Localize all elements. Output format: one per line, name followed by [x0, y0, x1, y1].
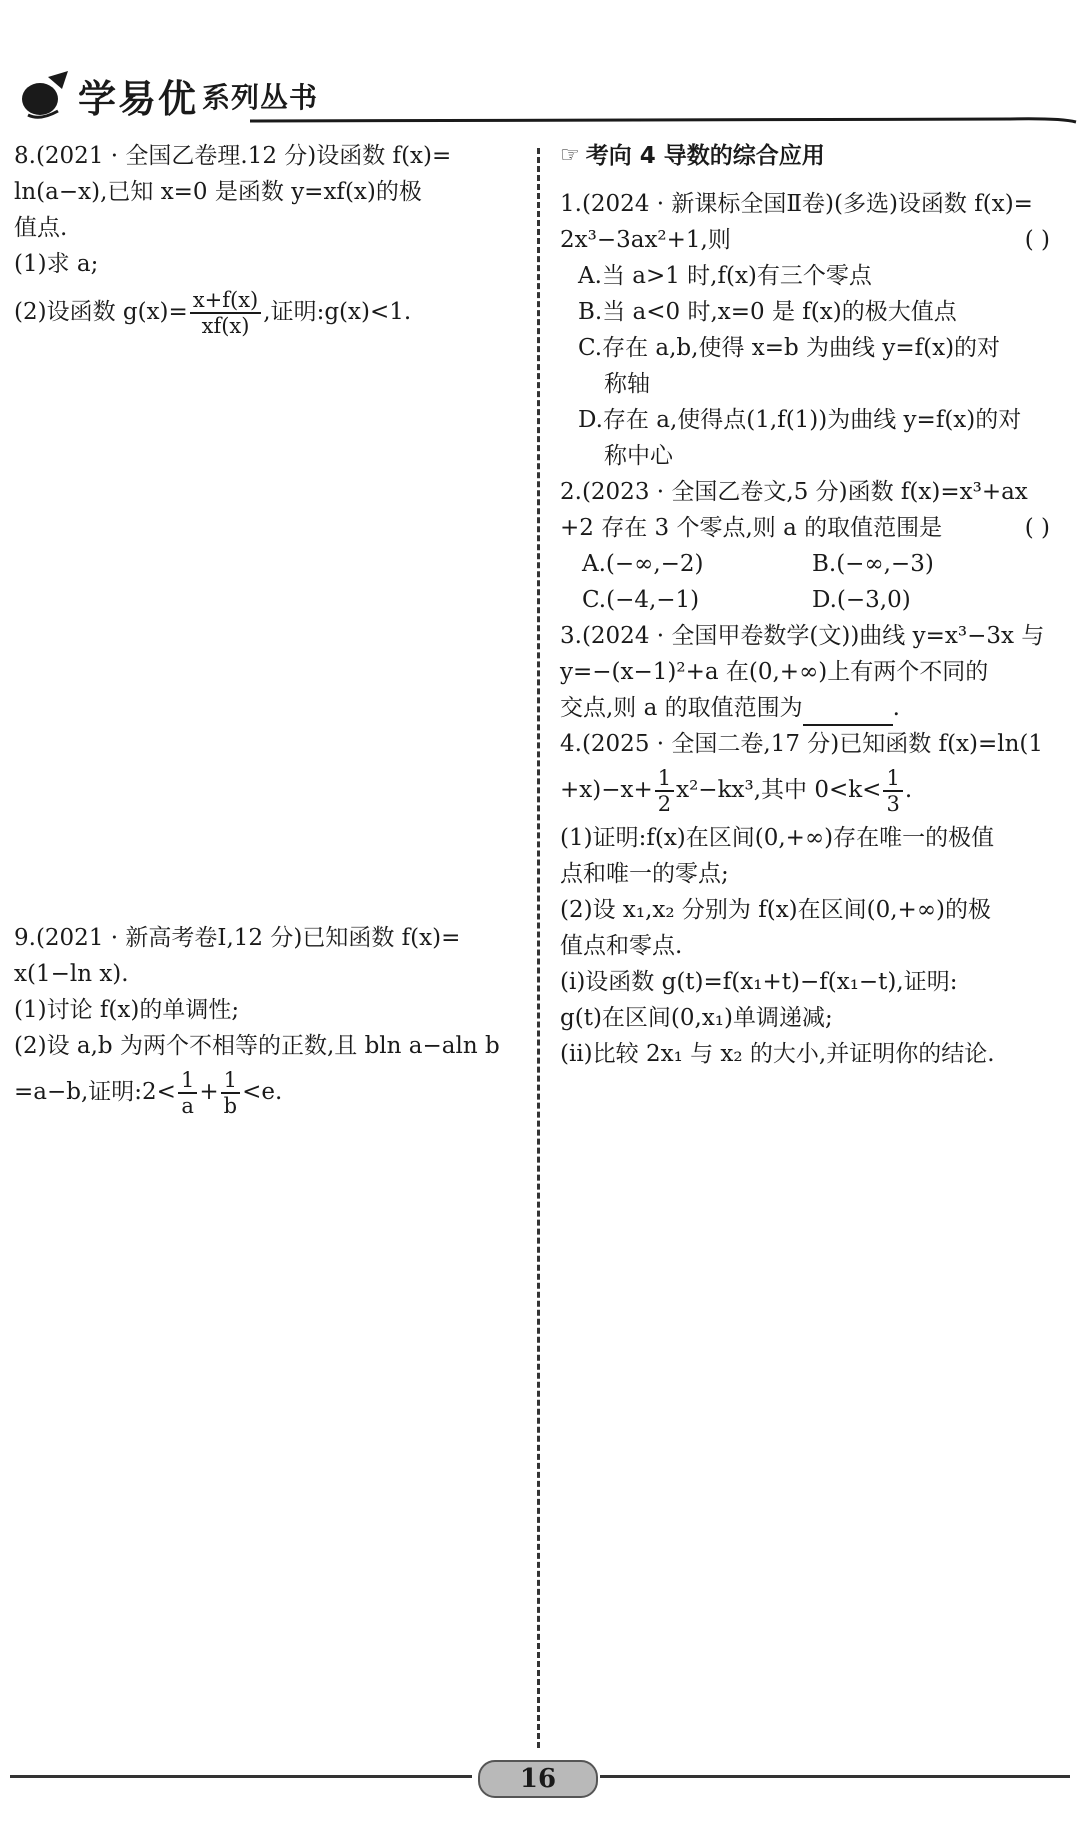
q4-line-2-mid: x²−kx³,其中 0<k< — [676, 777, 882, 803]
q4-part-3a: (ⅰ)设函数 g(t)=f(x₁+t)−f(x₁−t),证明: — [560, 969, 958, 995]
q4-part-4: (ⅱ)比较 2x₁ 与 x₂ 的大小,并证明你的结论. — [560, 1041, 995, 1067]
question-4 — [560, 726, 1070, 1072]
q4-part-3b: g(t)在区间(0,x₁)单调递减; — [560, 1005, 833, 1031]
q1-line-2 — [560, 222, 1070, 258]
q3-line-3-end: . — [892, 695, 900, 721]
q4-line-2-pre: +x)−x+ — [560, 777, 653, 803]
q2-line-1: 2.(2023 · 全国乙卷文,5 分)函数 f(x)=x³+ax — [560, 479, 1028, 505]
q8-part-1: (1)求 a; — [14, 251, 99, 277]
q1-option-d-1: D.存在 a,使得点(1,f(1))为曲线 y=f(x)的对 — [578, 407, 1022, 433]
q9-frac1-den: a — [181, 1094, 194, 1118]
q2-options — [560, 546, 1070, 618]
q9-part-3-mid: + — [199, 1079, 219, 1105]
q4-frac2-num: 1 — [883, 766, 902, 792]
q2-answer-paren: ( ) — [1024, 515, 1050, 541]
q3-answer-blank — [803, 700, 893, 726]
q4-frac1-den: 2 — [657, 792, 672, 816]
footer-line-right — [600, 1775, 1070, 1778]
q4-part-1a: (1)证明:f(x)在区间(0,+∞)存在唯一的极值 — [560, 825, 995, 851]
q2-line-2 — [560, 510, 1070, 546]
q1-line-1: 1.(2024 · 新课标全国Ⅱ卷)(多选)设函数 f(x)= — [560, 191, 1033, 217]
q9-frac2-den: b — [223, 1094, 238, 1118]
question-2 — [560, 474, 1070, 618]
question-8 — [14, 138, 514, 338]
q9-part-3-post: <e. — [242, 1079, 283, 1105]
q8-fraction — [190, 288, 261, 338]
q1-option-c-2: 称轴 — [604, 371, 650, 397]
q4-part-2a: (2)设 x₁,x₂ 分别为 f(x)在区间(0,+∞)的极 — [560, 897, 991, 923]
q1-answer-paren: ( ) — [1024, 227, 1050, 253]
q4-frac1-num: 1 — [655, 766, 674, 792]
question-1 — [560, 186, 1070, 474]
q1-line-2-text: 2x³−3ax²+1,则 — [560, 227, 731, 253]
q3-line-1: 3.(2024 · 全国甲卷数学(文))曲线 y=x³−3x 与 — [560, 623, 1045, 649]
q1-option-b: B.当 a<0 时,x=0 是 f(x)的极大值点 — [578, 299, 957, 325]
brand-subtitle: 系列丛书 — [202, 80, 319, 114]
q8-part-2-post: ,证明:g(x)<1. — [263, 299, 412, 325]
right-column — [560, 138, 1070, 1072]
q9-frac2-num: 1 — [221, 1068, 240, 1094]
q2-option-d: D.(−3,0) — [812, 587, 911, 613]
q8-line-1: 8.(2021 · 全国乙卷理.12 分)设函数 f(x)= — [14, 143, 452, 169]
q4-fraction-1 — [655, 766, 674, 816]
q4-line-1: 4.(2025 · 全国二卷,17 分)已知函数 f(x)=ln(1 — [560, 731, 1044, 757]
q2-option-b: B.(−∞,−3) — [812, 551, 934, 577]
q8-line-3: 值点. — [14, 215, 68, 241]
q1-option-c-1: C.存在 a,b,使得 x=b 为曲线 y=f(x)的对 — [578, 335, 1001, 361]
section-title: 考向 4 导数的综合应用 — [585, 143, 825, 169]
footer-line-left — [10, 1775, 472, 1778]
section-heading — [560, 138, 1070, 174]
page-header — [0, 0, 1080, 130]
q9-part-3-pre: =a−b,证明:2< — [14, 1079, 176, 1105]
q8-line-2: ln(a−x),已知 x=0 是函数 y=xf(x)的极 — [14, 179, 422, 205]
q9-frac1-num: 1 — [178, 1068, 197, 1094]
q2-option-a: A.(−∞,−2) — [582, 551, 704, 577]
q2-line-2-text: +2 存在 3 个零点,则 a 的取值范围是 — [560, 515, 943, 541]
q9-fraction-2 — [221, 1068, 240, 1118]
q9-part-3 — [14, 1068, 514, 1118]
q8-frac-den: xf(x) — [201, 314, 250, 338]
q9-part-2: (2)设 a,b 为两个不相等的正数,且 bln a−aln b — [14, 1033, 500, 1059]
q8-part-2 — [14, 288, 514, 338]
pointing-hand-icon: ☞ — [560, 143, 580, 168]
page-number: 16 — [478, 1760, 598, 1798]
header-rule — [0, 114, 1080, 124]
q4-fraction-2 — [883, 766, 902, 816]
q1-option-a: A.当 a>1 时,f(x)有三个零点 — [578, 263, 872, 289]
q9-fraction-1 — [178, 1068, 197, 1118]
q8-frac-num: x+f(x) — [190, 288, 261, 314]
q4-part-2b: 值点和零点. — [560, 933, 683, 959]
q9-line-1: 9.(2021 · 新高考卷Ⅰ,12 分)已知函数 f(x)= — [14, 925, 461, 951]
page-footer — [0, 1756, 1080, 1796]
question-9 — [14, 920, 514, 1118]
q8-part-2-pre: (2)设函数 g(x)= — [14, 299, 188, 325]
q2-option-c: C.(−4,−1) — [582, 587, 700, 613]
brand-title: 学易优 — [78, 77, 199, 121]
column-divider — [537, 148, 540, 1748]
q4-line-2-post: . — [904, 777, 913, 803]
left-column — [14, 138, 514, 338]
q3-line-3-text: 交点,则 a 的取值范围为 — [560, 695, 803, 721]
q3-line-3 — [560, 690, 1070, 726]
q9-line-2: x(1−ln x). — [14, 961, 129, 987]
q4-line-2 — [560, 766, 1070, 816]
q3-line-2: y=−(x−1)²+a 在(0,+∞)上有两个不同的 — [560, 659, 989, 685]
question-3 — [560, 618, 1070, 726]
q4-frac2-den: 3 — [886, 792, 900, 816]
q4-part-1b: 点和唯一的零点; — [560, 861, 729, 887]
q9-part-1: (1)讨论 f(x)的单调性; — [14, 997, 240, 1023]
q1-option-d-2: 称中心 — [604, 443, 673, 469]
